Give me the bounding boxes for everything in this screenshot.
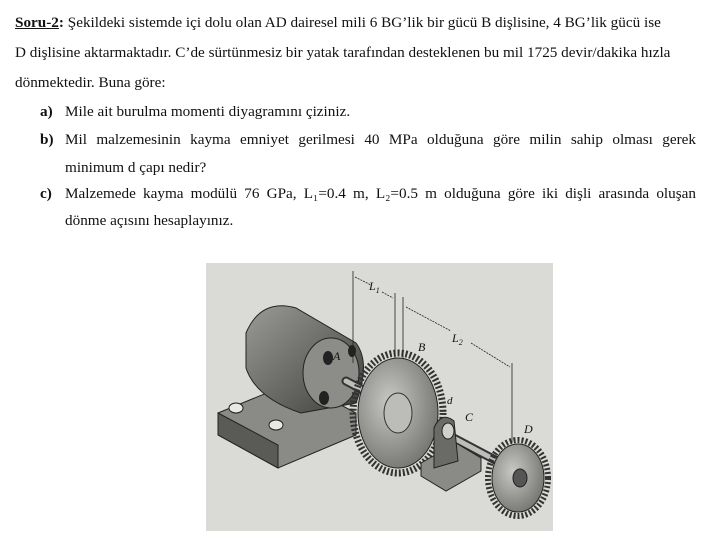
label-a: A	[333, 349, 341, 363]
label-c: C	[465, 410, 474, 424]
label-diameter: d	[447, 395, 453, 407]
question-title: Soru-2	[15, 14, 59, 31]
intro-line-3: dönmektedir. Buna göre:	[15, 74, 166, 91]
item-label: c)	[40, 185, 52, 202]
label-d-gear: D	[524, 422, 533, 436]
item-label: a)	[40, 103, 53, 120]
intro-line-2: D dişlisine aktarmaktadır. C’de sürtünmesiz bir yatak tarafından desteklenen bu mil 1725 devir/dakika hızla	[15, 44, 671, 61]
item-text: Mile ait burulma momenti diyagramını çiziniz.	[65, 103, 351, 120]
item-label: b)	[40, 131, 54, 148]
item-text-cont: minimum d çapı nedir?	[65, 159, 207, 176]
shaft-gear-figure	[206, 263, 553, 531]
item-text: Malzemede kayma modülü 76 GPa, L₁=0.4 m, L₂=0.5 m olduğuna göre iki dişli arasında oluşan	[65, 185, 696, 202]
item-text: Mil malzemesinin kayma emniyet gerilmesi 40 MPa olduğuna göre milin sahip olması gerek	[65, 131, 696, 148]
label-l2: $L_2$	[452, 331, 463, 347]
label-b: B	[418, 340, 426, 354]
item-text-cont: dönme açısını hesaplayınız.	[65, 212, 234, 229]
intro-line-1: Soru-2: Şekildeki sistemde içi dolu olan AD dairesel mili 6 BG’lik bir gücü B dişlisine, 4 BG’lik gücü ise	[15, 14, 661, 31]
label-l1: $L_1$	[369, 279, 380, 295]
